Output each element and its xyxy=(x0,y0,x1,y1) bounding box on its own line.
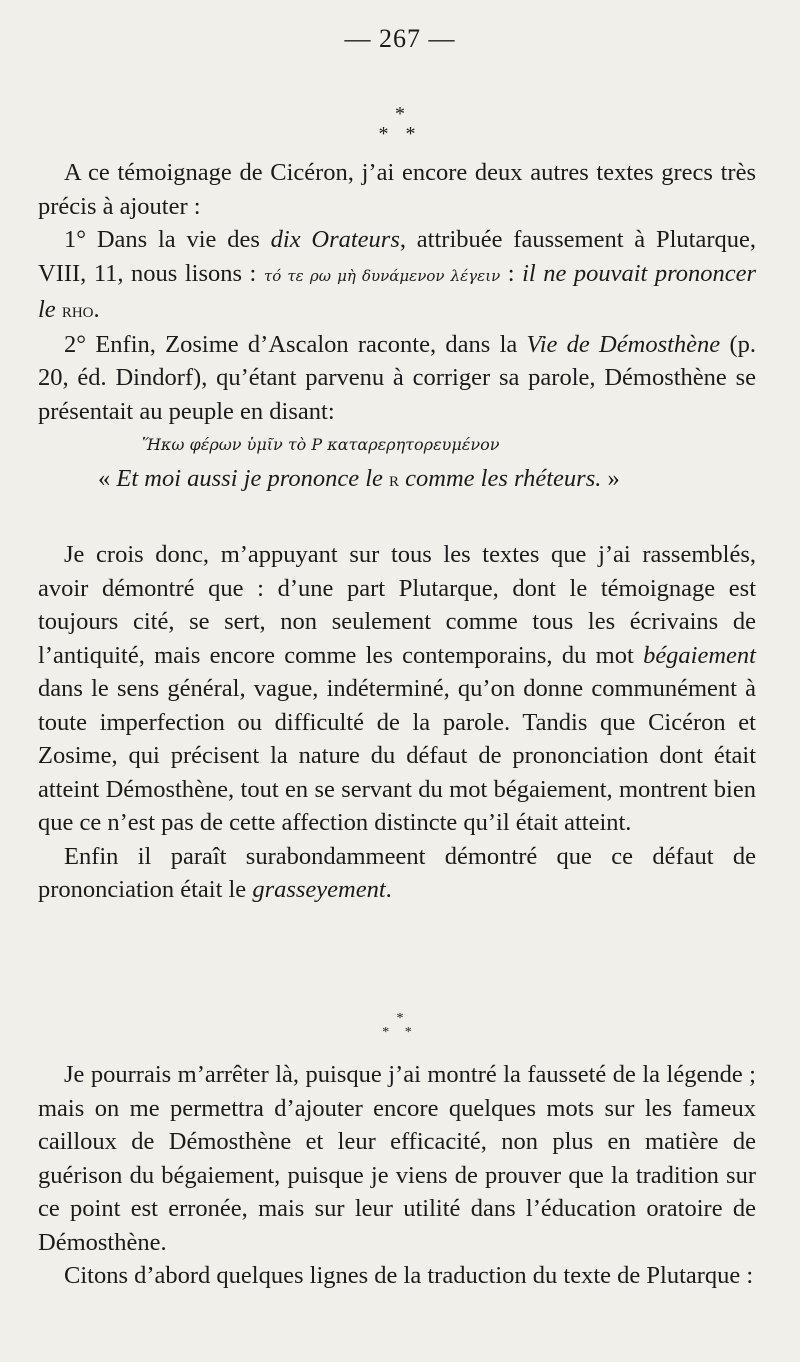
separator-stars-2: * * xyxy=(382,1025,418,1040)
section-separator-2 xyxy=(0,1012,800,1040)
separator-star: * xyxy=(395,103,405,125)
quote-open: « xyxy=(98,465,117,492)
p3-lead: 2° Enfin, Zosime d’Ascalon raconte, dans la xyxy=(64,330,527,358)
paragraph-second-text xyxy=(38,328,756,429)
p5-word: grasseyement xyxy=(252,876,386,903)
p5-after: . xyxy=(385,876,392,903)
p4-word: bégaiement xyxy=(643,641,756,669)
p3-rest: (p. 20, éd. Dindorf), qu’étant parvenu à corriger sa parole, Démosthène se présentait au peuple en disant: xyxy=(38,330,756,425)
separator-stars: * * xyxy=(378,123,422,145)
paragraph-grasseyement xyxy=(38,840,756,907)
greek-quotation: Ἥκω φέρων ὑμῖν τὸ Ρ καταρερητορευμένον xyxy=(142,435,500,454)
p2-colon: : xyxy=(500,259,523,287)
p2-translation: il ne pouvait prononcer le xyxy=(38,259,757,323)
separator-star-2: * xyxy=(396,1011,404,1026)
french-quotation xyxy=(38,462,756,497)
quote-part1: Et moi aussi je prononce le xyxy=(116,465,390,492)
page-number: — 267 — xyxy=(344,24,456,53)
p2-mid: , attribuée faussement à Plutarque, VIII, 11, nous lisons : xyxy=(38,226,756,287)
p4-before: Je crois donc, m’appuyant sur tous les textes que j’ai rassemblés, avoir démontré que : d’une part Plutarque, dont le témoignage est toujours cité, se sert, non seulement comme tous les écrivains de l’antiquité, mais encore comme les contemporains, du mot xyxy=(38,541,756,669)
p2-lead: 1° Dans la vie des xyxy=(64,226,271,253)
paragraph-citation: Citons d’abord quelques lignes de la traduction du texte de Plutarque : xyxy=(64,1262,754,1289)
paragraph-conclusion xyxy=(38,538,756,840)
p2-end: . xyxy=(93,296,100,323)
paragraph-pebbles: Je pourrais m’arrêter là, puisque j’ai montré la fausseté de la légende ; mais on me permettra d’ajouter encore quelques mots sur les fameux cailloux de Démosthène et leur efficacité, non plus en matière de guérison du bégaiement, puisque je viens de prouver que la tradition sur ce point est erronée, mais sur leur utilité dans l’éducation oratoire de Démosthène. xyxy=(38,1061,756,1256)
quote-part2: comme les rhéteurs. xyxy=(399,465,602,492)
p2-greek: τό τε ρω μὴ δυνάμενον λέγειν xyxy=(263,266,501,285)
quote-close: » xyxy=(601,465,620,492)
p4-after: dans le sens général, vague, indéterminé, qu’on donne communément à toute imperfection ou difficulté de la parole. Tandis que Cicéron et Zosime, qui précisent la nature du défaut de prononciation dont était atteint Démosthène, tout en se servant du mot bégaiement, montrent bien que ce n’est pas de cette affection distincte qu’il était atteint. xyxy=(38,675,756,836)
p5-before: Enfin il paraît surabondammeent démontré que ce défaut de prononciation était le xyxy=(38,842,756,903)
p2-rho: rho xyxy=(61,298,94,322)
quote-letter: r xyxy=(389,467,400,491)
text-block-bottom xyxy=(38,1058,756,1293)
paragraph-first-text xyxy=(38,223,756,328)
p3-title: Vie de Démosthène xyxy=(526,330,721,358)
p2-title: dix Orateurs xyxy=(270,226,400,253)
text-block-top xyxy=(38,156,756,497)
paragraph-intro: A ce témoignage de Cicéron, j’ai encore deux autres textes grecs très précis à ajouter : xyxy=(38,159,756,220)
section-separator xyxy=(0,104,800,144)
text-block-middle xyxy=(38,538,756,907)
